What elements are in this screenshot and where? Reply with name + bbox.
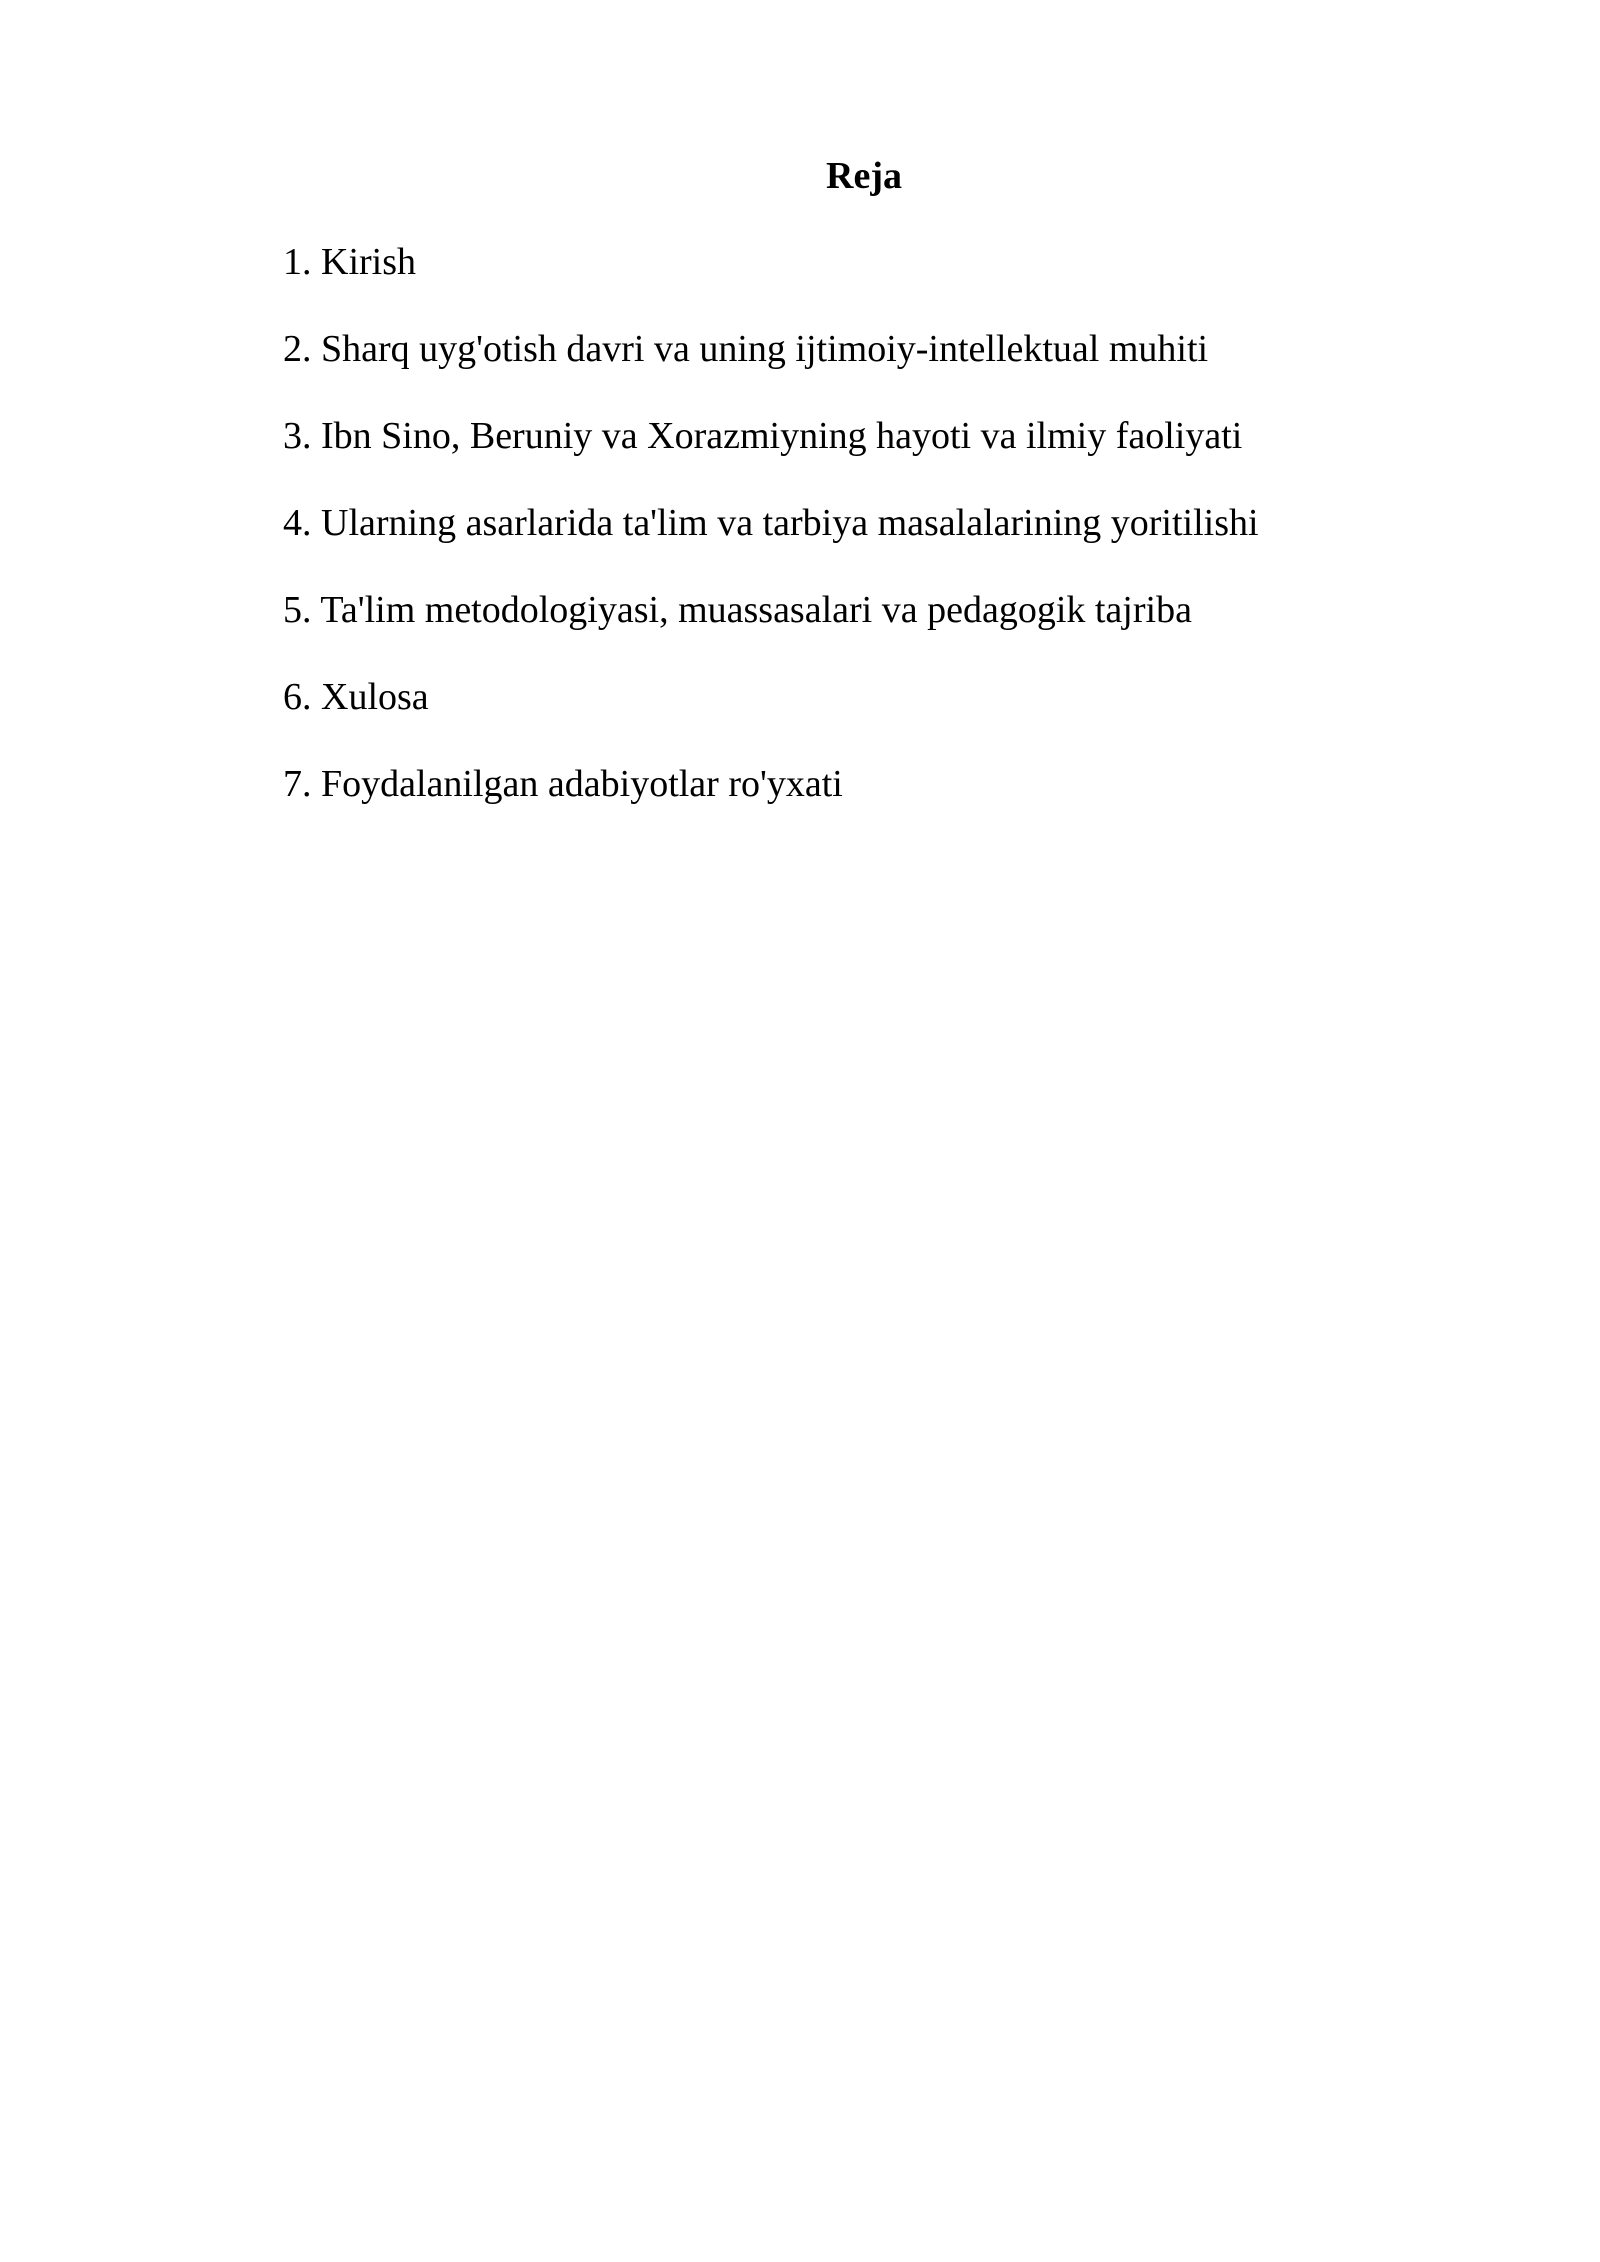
- list-item: 1. Kirish: [283, 241, 416, 283]
- plan-list: [283, 236, 1259, 845]
- list-item: 3. Ibn Sino, Beruniy va Xorazmiyning hayoti va ilmiy faoliyati: [283, 415, 1243, 457]
- list-item: 6. Xulosa: [283, 676, 429, 718]
- list-item: 2. Sharq uyg'otish davri va uning ijtimoiy-intellektual muhiti: [283, 328, 1209, 370]
- list-item: 7. Foydalanilgan adabiyotlar ro'yxati: [283, 763, 843, 805]
- list-item: 5. Ta'lim metodologiyasi, muassasalari va pedagogik tajriba: [283, 589, 1192, 631]
- list-item: 4. Ularning asarlarida ta'lim va tarbiya masalalarining yoritilishi: [283, 502, 1259, 544]
- page-title: Reja: [826, 155, 902, 197]
